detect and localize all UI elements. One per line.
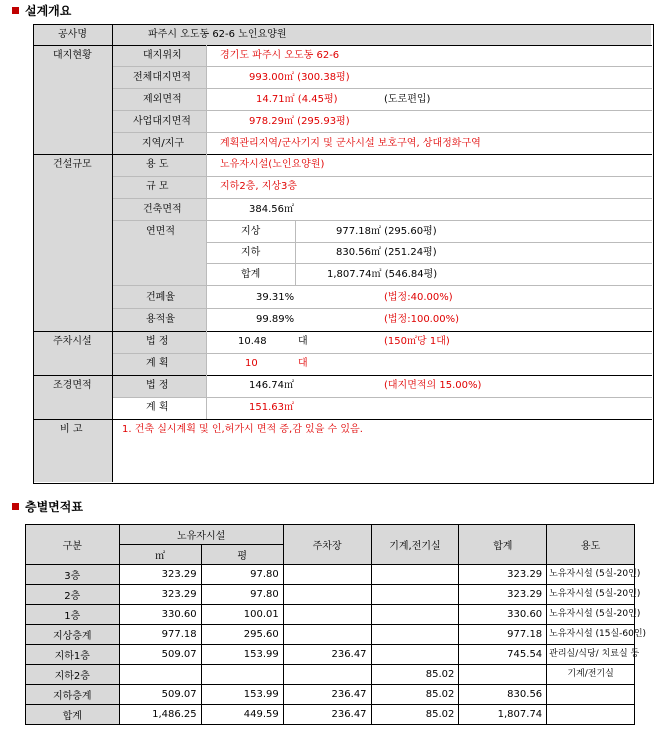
building-scale-value: 지하2층, 지상3층 <box>220 181 298 192</box>
total-cell: 977.18 <box>459 625 547 645</box>
sqm-cell <box>119 665 201 685</box>
header-elderly: 노유자시설 <box>119 525 283 545</box>
machine-cell: 85.02 <box>371 705 459 725</box>
table-row <box>26 705 635 725</box>
floor-cell: 3층 <box>26 565 120 585</box>
floor-cell: 2층 <box>26 585 120 605</box>
total-cell: 1,807.74 <box>459 705 547 725</box>
site-location-value: 경기도 파주시 오도동 62-6 <box>220 50 340 61</box>
header-total: 합계 <box>459 525 547 565</box>
use-cell: 노유자시설 (5실-20인) <box>547 565 635 585</box>
floor-cell: 지하층계 <box>26 685 120 705</box>
project-label: 공사명 <box>58 29 87 40</box>
site-excluded-label: 제외면적 <box>143 94 182 105</box>
parking-cell: 236.47 <box>283 645 371 665</box>
building-gfa-label: 연면적 <box>146 226 175 237</box>
machine-cell <box>371 605 459 625</box>
building-footprint-value: 384.56㎡ <box>249 204 294 215</box>
total-cell: 745.54 <box>459 645 547 665</box>
use-cell: 노유자시설 (5실-20인) <box>547 605 635 625</box>
sqm-cell: 977.18 <box>119 625 201 645</box>
floor-cell: 합계 <box>26 705 120 725</box>
building-label: 건설규모 <box>53 159 92 170</box>
pyeong-cell <box>201 665 283 685</box>
overview-label-column <box>34 25 112 482</box>
pyeong-cell: 97.80 <box>201 585 283 605</box>
gfa-total-value: 1,807.74㎡ (546.84평) <box>327 269 438 280</box>
header-parking: 주차장 <box>283 525 371 565</box>
floor-area-table <box>25 524 647 725</box>
machine-cell: 85.02 <box>371 685 459 705</box>
floor-cell: 지하2층 <box>26 665 120 685</box>
parking-legal-unit: 대 <box>298 336 308 347</box>
gfa-total-label: 합계 <box>241 269 261 280</box>
floor-section-title <box>12 498 83 515</box>
pyeong-cell: 153.99 <box>201 645 283 665</box>
parking-cell: 236.47 <box>283 705 371 725</box>
landscape-plan-label: 계 획 <box>146 402 169 413</box>
use-cell: 노유자시설 (5실-20인) <box>547 585 635 605</box>
far-value: 99.89% <box>256 314 295 325</box>
parking-plan-unit: 대 <box>298 358 308 369</box>
red-square-bullet-icon <box>12 7 19 14</box>
site-zone-label: 지역/지구 <box>142 138 185 149</box>
table-row <box>26 605 635 625</box>
floor-cell: 1층 <box>26 605 120 625</box>
sqm-cell: 330.60 <box>119 605 201 625</box>
table-row <box>26 645 635 665</box>
parking-cell <box>283 625 371 645</box>
machine-cell <box>371 625 459 645</box>
parking-label: 주차시설 <box>53 336 92 347</box>
table-row <box>26 565 635 585</box>
site-total-label: 전체대지면적 <box>133 72 191 83</box>
header-division: 구분 <box>26 525 120 565</box>
pyeong-cell: 100.01 <box>201 605 283 625</box>
use-cell: 노유자시설 (15실-60인) <box>547 625 635 645</box>
landscape-legal-note: (대지면적의 15.00%) <box>384 380 482 391</box>
site-label: 대지현황 <box>53 50 92 61</box>
total-cell: 330.60 <box>459 605 547 625</box>
use-cell <box>547 705 635 725</box>
parking-legal-label: 법 정 <box>146 336 169 347</box>
machine-cell <box>371 585 459 605</box>
header-machine: 기계,전기실 <box>371 525 459 565</box>
site-excluded-value: 14.71㎡ (4.45평) <box>256 94 338 105</box>
parking-plan-label: 계 획 <box>146 358 169 369</box>
gfa-above-label: 지상 <box>241 226 261 237</box>
floor-cell: 지상층계 <box>26 625 120 645</box>
sqm-cell: 509.07 <box>119 645 201 665</box>
machine-cell <box>371 565 459 585</box>
bcr-label: 건폐율 <box>146 292 175 303</box>
overview-title-text: 설계개요 <box>25 4 72 18</box>
header-sqm: ㎡ <box>119 545 201 565</box>
pyeong-cell: 449.59 <box>201 705 283 725</box>
total-cell: 323.29 <box>459 565 547 585</box>
project-row-bg <box>34 25 651 45</box>
sqm-cell: 323.29 <box>119 565 201 585</box>
parking-legal-value: 10.48 <box>238 336 267 347</box>
site-business-label: 사업대지면적 <box>133 116 191 127</box>
gfa-above-value: 977.18㎡ (295.60평) <box>336 226 437 237</box>
use-cell: 관리실/식당/ 치료실 등 <box>547 645 635 665</box>
far-legal: (법정:100.00%) <box>384 314 459 325</box>
site-business-value: 978.29㎡ (295.93평) <box>249 116 350 127</box>
total-cell: 830.56 <box>459 685 547 705</box>
table-row <box>26 625 635 645</box>
site-zone-value: 계획관리지역/군사기지 및 군사시설 보호구역, 상대정화구역 <box>220 138 481 149</box>
pyeong-cell: 295.60 <box>201 625 283 645</box>
sqm-cell: 509.07 <box>119 685 201 705</box>
table-row <box>26 665 635 685</box>
overview-section-title <box>12 2 71 19</box>
landscape-label: 조경면적 <box>53 380 92 391</box>
site-total-value: 993.00㎡ (300.38평) <box>249 72 350 83</box>
remarks-text: 1. 건축 실시계획 및 인,허가시 면적 증,감 있을 수 있음. <box>122 424 363 435</box>
building-footprint-label: 건축면적 <box>143 204 182 215</box>
table-row <box>26 685 635 705</box>
red-square-bullet-icon <box>12 503 19 510</box>
building-use-value: 노유자시설(노인요양원) <box>220 159 325 170</box>
pyeong-cell: 153.99 <box>201 685 283 705</box>
parking-cell <box>283 585 371 605</box>
machine-cell <box>371 645 459 665</box>
use-cell <box>547 685 635 705</box>
landscape-legal-value: 146.74㎡ <box>249 380 294 391</box>
machine-cell: 85.02 <box>371 665 459 685</box>
floor-cell: 지하1층 <box>26 645 120 665</box>
parking-cell: 236.47 <box>283 685 371 705</box>
table-row <box>26 585 635 605</box>
landscape-plan-value: 151.63㎡ <box>249 402 294 413</box>
header-use: 용도 <box>547 525 635 565</box>
site-location-label: 대지위치 <box>143 50 182 61</box>
bcr-value: 39.31% <box>256 292 295 303</box>
total-cell: 323.29 <box>459 585 547 605</box>
remarks-label: 비 고 <box>60 424 83 435</box>
bcr-legal: (법정:40.00%) <box>384 292 453 303</box>
pyeong-cell: 97.80 <box>201 565 283 585</box>
far-label: 용적율 <box>146 314 175 325</box>
landscape-legal-label: 법 정 <box>146 380 169 391</box>
sqm-cell: 1,486.25 <box>119 705 201 725</box>
building-use-label: 용 도 <box>146 159 169 170</box>
gfa-below-label: 지하 <box>241 247 261 258</box>
project-name: 파주시 오도동 62-6 노인요양원 <box>148 29 287 40</box>
parking-plan-value: 10 <box>245 358 258 369</box>
site-excluded-note: (도로편입) <box>384 94 431 105</box>
parking-cell <box>283 665 371 685</box>
use-cell: 기계/전기실 <box>547 665 635 685</box>
gfa-below-value: 830.56㎡ (251.24평) <box>336 247 437 258</box>
header-pyeong: 평 <box>201 545 283 565</box>
total-cell <box>459 665 547 685</box>
sqm-cell: 323.29 <box>119 585 201 605</box>
building-scale-label: 규 모 <box>146 181 169 192</box>
parking-legal-note: (150㎡당 1대) <box>384 336 450 347</box>
floor-title-text: 층별면적표 <box>25 500 83 514</box>
parking-cell <box>283 565 371 585</box>
parking-cell <box>283 605 371 625</box>
